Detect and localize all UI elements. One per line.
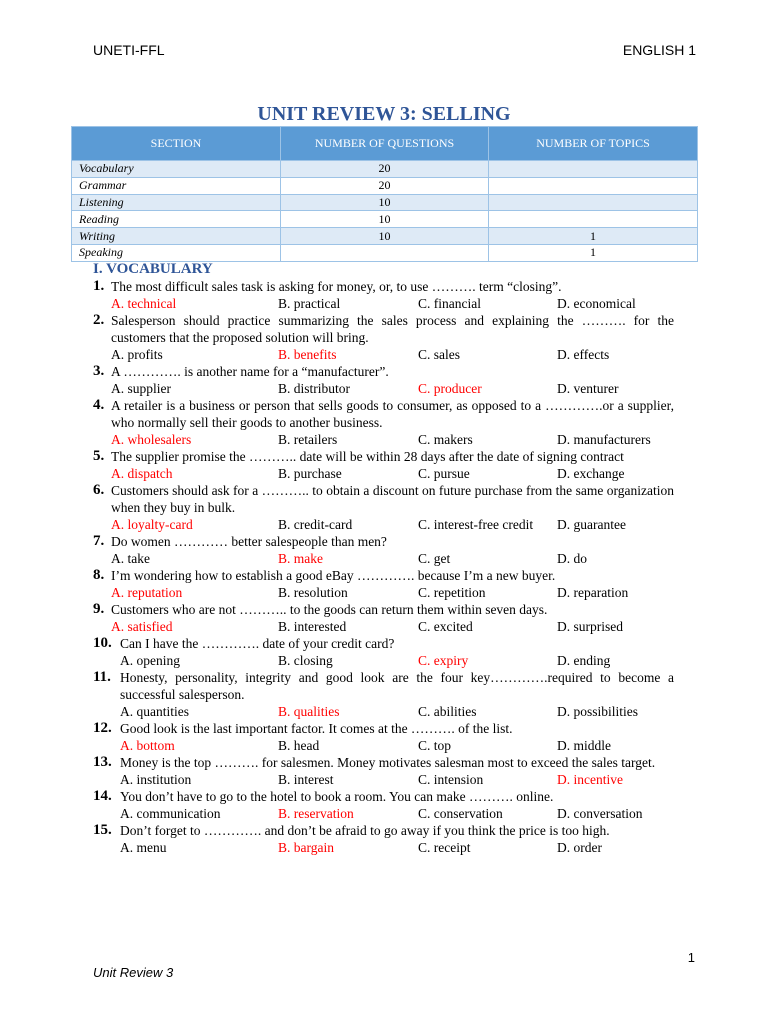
answer-option: D. incentive [557, 772, 623, 787]
question-item [93, 567, 674, 601]
question-item [93, 669, 674, 720]
section-cell: Grammar [72, 177, 281, 194]
section-title: I. VOCABULARY [93, 261, 213, 277]
question-number: 12. [93, 720, 112, 736]
question-text: A …………. is another name for a “manufacturer”. [111, 364, 389, 379]
question-item [93, 788, 674, 822]
answer-option: B. benefits [278, 347, 337, 362]
answer-option: C. pursue [418, 466, 470, 481]
section-cell: Vocabulary [72, 161, 281, 178]
summary-table [71, 126, 698, 262]
topics-cell [489, 177, 698, 194]
question-number: 8. [93, 567, 105, 583]
answer-option: B. closing [278, 653, 333, 668]
question-text: Money is the top ………. for salesmen. Money motivates salesman most to exceed the sales target. [120, 755, 656, 770]
answer-option: B. practical [278, 296, 341, 311]
header-right: ENGLISH 1 [622, 42, 696, 58]
topics-cell: 1 [489, 228, 698, 245]
answer-option: B. purchase [278, 466, 342, 481]
question-number: 6. [93, 482, 105, 498]
question-number: 14. [93, 788, 112, 804]
answer-option: D. ending [557, 653, 611, 668]
answer-option: A. satisfied [111, 619, 173, 634]
question-text: Salesperson should practice summarizing the sales process and explaining the ………. for the customers that the proposed solution will bring. [111, 313, 674, 345]
header-number-of-topics: NUMBER OF TOPICS [489, 127, 698, 161]
footer-text: Unit Review 3 [93, 965, 174, 980]
answer-option: A. dispatch [111, 466, 173, 481]
answer-option: B. resolution [278, 585, 348, 600]
answer-option: B. interested [278, 619, 347, 634]
question-number: 2. [93, 312, 105, 328]
answer-option: D. venturer [557, 381, 619, 396]
question-item [93, 363, 674, 397]
question-text: Do women ………… better salespeople than men? [111, 534, 387, 549]
answer-option: D. manufacturers [557, 432, 651, 447]
questions-cell [281, 244, 489, 261]
question-item [93, 754, 674, 788]
question-text: Don’t forget to …………. and don’t be afraid to go away if you think the price is too high. [120, 823, 610, 838]
answer-option: D. guarantee [557, 517, 626, 532]
question-text: Good look is the last important factor. It comes at the ………. of the list. [120, 721, 513, 736]
question-number: 7. [93, 533, 105, 549]
answer-option: B. reservation [278, 806, 354, 821]
topics-cell [489, 161, 698, 178]
questions-cell: 20 [281, 177, 489, 194]
answer-option: D. exchange [557, 466, 625, 481]
answer-option: D. middle [557, 738, 611, 753]
answer-option: A. profits [111, 347, 163, 362]
answer-option: C. sales [418, 347, 460, 362]
answer-option: A. technical [111, 296, 177, 311]
answer-option: C. makers [418, 432, 473, 447]
section-cell: Speaking [72, 244, 281, 261]
answer-option: C. repetition [418, 585, 486, 600]
table-row [72, 194, 698, 211]
summary-table-header [72, 127, 698, 161]
answer-option: C. conservation [418, 806, 503, 821]
question-list [93, 278, 674, 856]
question-text: The supplier promise the ……….. date will be within 28 days after the date of signing contract [111, 449, 624, 464]
answer-option: C. interest-free credit [418, 517, 534, 532]
header-number-of-questions: NUMBER OF QUESTIONS [281, 127, 489, 161]
question-item [93, 278, 674, 312]
question-number: 4. [93, 397, 105, 413]
answer-option: D. reparation [557, 585, 629, 600]
answer-option: B. bargain [278, 840, 334, 855]
answer-option: A. loyalty-card [111, 517, 193, 532]
question-item [93, 601, 674, 635]
answer-option: C. receipt [418, 840, 471, 855]
answer-option: B. retailers [278, 432, 338, 447]
answer-option: C. top [418, 738, 452, 753]
answer-option: A. institution [120, 772, 192, 787]
answer-option: C. abilities [418, 704, 477, 719]
question-number: 15. [93, 822, 112, 838]
answer-option: A. menu [120, 840, 167, 855]
table-row [72, 161, 698, 178]
topics-cell [489, 194, 698, 211]
question-number: 13. [93, 754, 112, 770]
question-item [93, 635, 674, 669]
topics-cell [489, 211, 698, 228]
table-row [72, 244, 698, 261]
questions-cell: 10 [281, 194, 489, 211]
answer-option: D. do [557, 551, 587, 566]
question-text: A retailer is a business or person that sells goods to consumer, as opposed to a ………….or a supplier, who normally sell their goods to another business. [111, 398, 674, 430]
page-title: UNIT REVIEW 3: SELLING [257, 103, 511, 125]
answer-option: B. credit-card [278, 517, 353, 532]
answer-option: D. economical [557, 296, 636, 311]
answer-option: B. make [278, 551, 323, 566]
question-text: Can I have the …………. date of your credit card? [120, 636, 395, 651]
questions-cell: 20 [281, 161, 489, 178]
section-cell: Writing [72, 228, 281, 245]
table-row [72, 228, 698, 245]
question-text: I’m wondering how to establish a good eBay …………. because I’m a new buyer. [111, 568, 556, 583]
question-text: The most difficult sales task is asking for money, or, to use ………. term “closing”. [111, 279, 562, 294]
answer-option: D. possibilities [557, 704, 639, 719]
answer-option: A. opening [120, 653, 180, 668]
question-text: Customers should ask for a ……….. to obtain a discount on future purchase from the same organization when they buy in bulk. [111, 483, 674, 515]
answer-option: A. quantities [120, 704, 189, 719]
answer-option: A. wholesalers [111, 432, 192, 447]
answer-option: C. excited [418, 619, 473, 634]
answer-option: B. head [278, 738, 320, 753]
answer-option: D. order [557, 840, 602, 855]
answer-option: A. bottom [120, 738, 175, 753]
question-item [93, 720, 674, 754]
question-item [93, 312, 674, 363]
answer-option: B. qualities [278, 704, 340, 719]
header-left: UNETI-FFL [93, 42, 165, 58]
question-item [93, 822, 674, 856]
page-number: 1 [687, 950, 695, 965]
answer-option: C. expiry [418, 653, 469, 668]
section-cell: Listening [72, 194, 281, 211]
question-number: 3. [93, 363, 105, 379]
question-item [93, 397, 674, 448]
answer-option: D. conversation [557, 806, 643, 821]
answer-option: C. get [418, 551, 451, 566]
header-section: SECTION [72, 127, 281, 161]
table-row [72, 211, 698, 228]
answer-option: A. reputation [111, 585, 183, 600]
answer-option: A. supplier [111, 381, 171, 396]
answer-option: C. intension [418, 772, 484, 787]
answer-option: C. financial [418, 296, 481, 311]
answer-option: D. effects [557, 347, 610, 362]
answer-option: C. producer [418, 381, 482, 396]
question-text: Customers who are not ……….. to the goods can return them within seven days. [111, 602, 548, 617]
answer-option: A. communication [120, 806, 221, 821]
answer-option: B. distributor [278, 381, 351, 396]
question-text: Honesty, personality, integrity and good look are the four key………….required to become a successful salesperson. [120, 670, 674, 702]
question-text: You don’t have to go to the hotel to book a room. You can make ………. online. [120, 789, 554, 804]
questions-cell: 10 [281, 211, 489, 228]
question-number: 5. [93, 448, 105, 464]
question-item [93, 448, 674, 482]
question-number: 10. [93, 635, 112, 651]
questions-cell: 10 [281, 228, 489, 245]
question-item [93, 482, 674, 533]
topics-cell: 1 [489, 244, 698, 261]
question-item [93, 533, 674, 567]
answer-option: A. take [111, 551, 150, 566]
section-cell: Reading [72, 211, 281, 228]
question-number: 11. [93, 669, 111, 685]
table-row [72, 177, 698, 194]
question-number: 1. [93, 278, 105, 294]
question-number: 9. [93, 601, 105, 617]
answer-option: B. interest [278, 772, 334, 787]
answer-option: D. surprised [557, 619, 623, 634]
